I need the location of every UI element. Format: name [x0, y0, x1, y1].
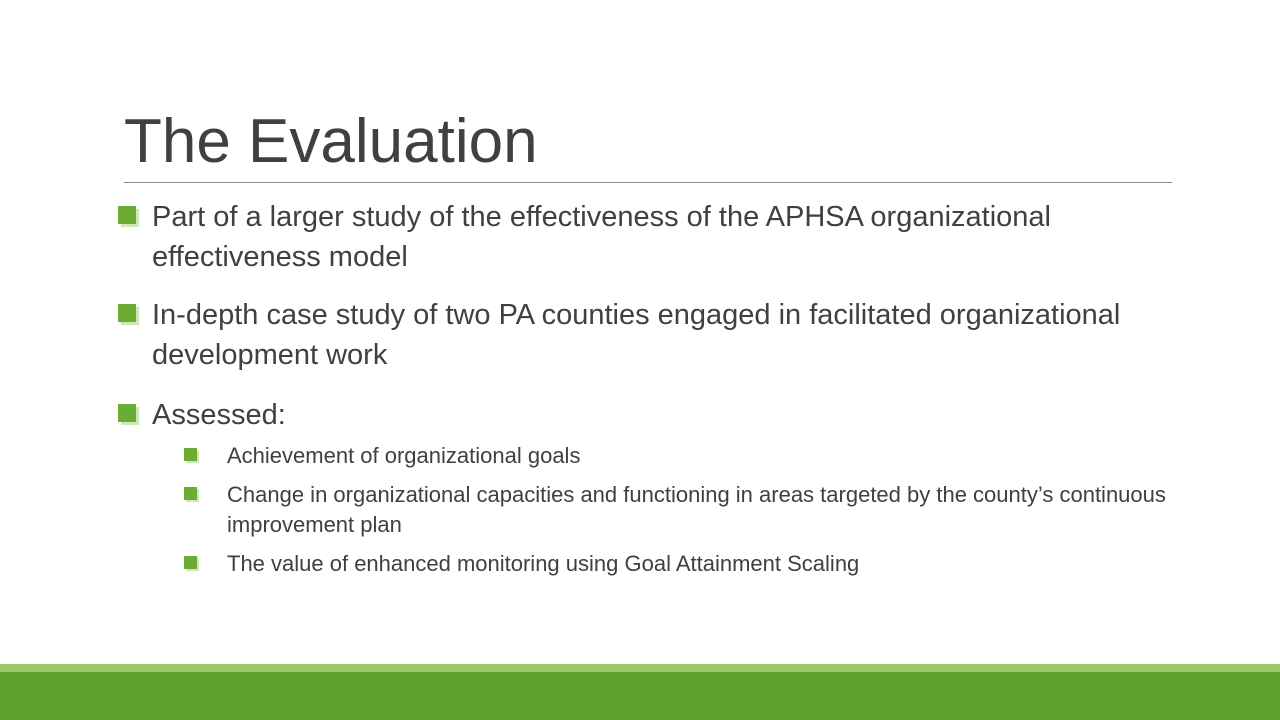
title-divider	[124, 182, 1172, 183]
bullet-item	[118, 395, 1168, 579]
sub-bullet-text: Achievement of organizational goals	[227, 443, 581, 468]
footer-band-light	[0, 664, 1280, 672]
bullet-item	[118, 295, 1168, 375]
sub-bullet-item	[152, 480, 1168, 540]
bullet-text: Part of a larger study of the effectiveness of the APHSA organizational effectiveness model	[152, 201, 1051, 273]
bullet-text: In-depth case study of two PA counties engaged in facilitated organizational development work	[152, 299, 1121, 371]
sub-bullet-item	[152, 441, 1168, 471]
checkbox-bullet-icon	[118, 304, 136, 322]
checkbox-bullet-icon	[118, 404, 136, 422]
sub-bullet-list	[152, 441, 1168, 579]
checkbox-bullet-icon	[184, 556, 197, 569]
checkbox-bullet-icon	[118, 206, 136, 224]
sub-bullet-text: Change in organizational capacities and functioning in areas targeted by the county’s continuous improvement plan	[227, 482, 1166, 537]
checkbox-bullet-icon	[184, 448, 197, 461]
bullet-list	[118, 197, 1168, 579]
checkbox-bullet-icon	[184, 487, 197, 500]
bullet-item	[118, 197, 1168, 277]
slide-title: The Evaluation	[124, 107, 538, 176]
sub-bullet-item	[152, 549, 1168, 579]
sub-bullet-text: The value of enhanced monitoring using Goal Attainment Scaling	[227, 551, 860, 576]
bullet-text: Assessed:	[152, 399, 286, 431]
footer-band	[0, 672, 1280, 720]
